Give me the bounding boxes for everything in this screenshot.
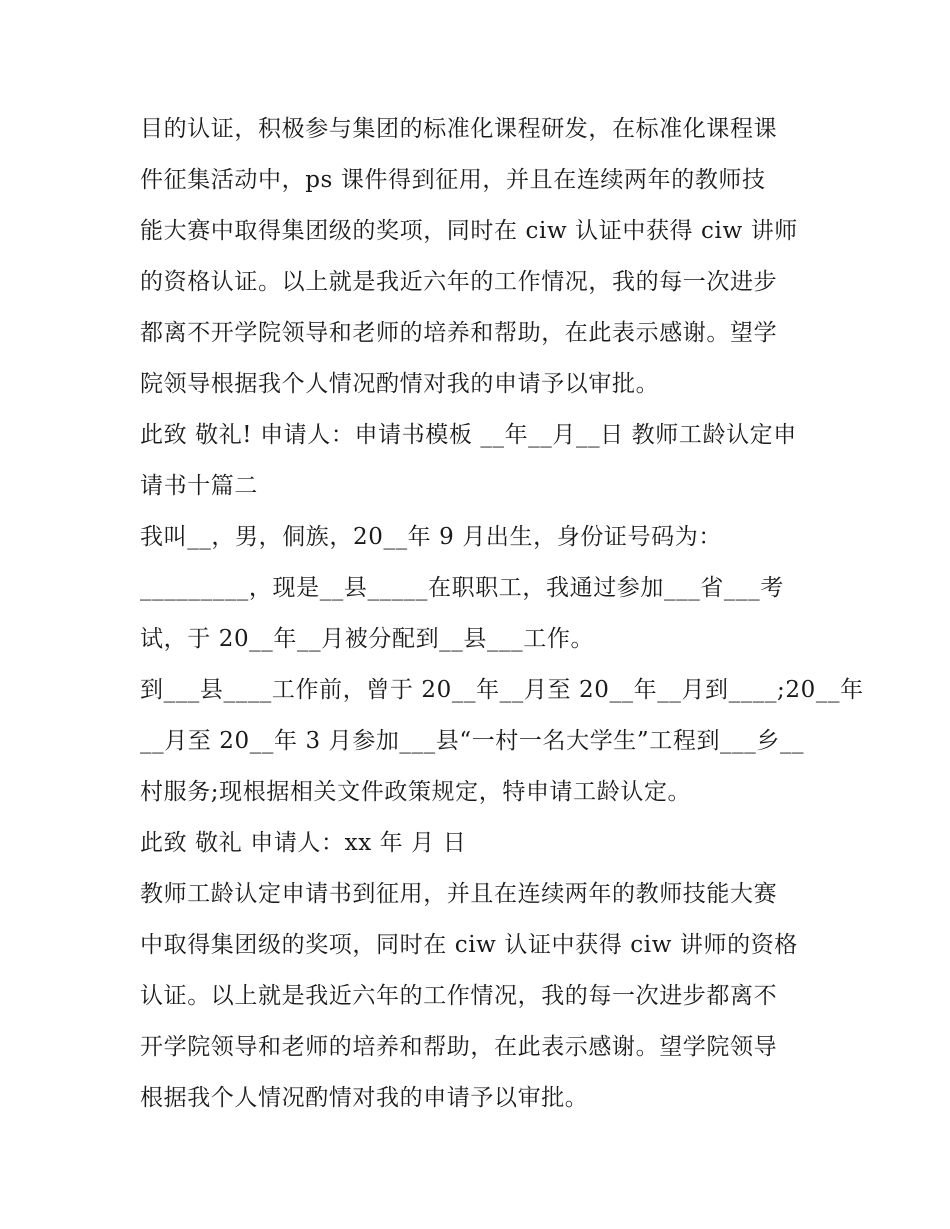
text-line: 件征集活动中，ps 课件得到征用，并且在连续两年的教师技: [140, 167, 766, 193]
text-line: 到___县____工作前，曾于 20__年__月至 20__年__月到____;20__年: [140, 677, 864, 703]
text-line: 教师工龄认定申请书到征用，并且在连续两年的教师技能大赛: [140, 881, 778, 907]
closing-line: 此致 敬礼! 申请人：申请书模板 __年__月__日 教师工龄认定申: [140, 422, 797, 448]
text-line: 我叫__，男，侗族，20__年 9 月出生，身份证号码为：: [140, 524, 722, 550]
text-line: __月至 20__年 3 月参加___县“一村一名大学生”工程到___乡__: [140, 728, 805, 754]
text-line: 中取得集团级的奖项，同时在 ciw 认证中获得 ciw 讲师的资格: [140, 932, 798, 958]
text-line: 院领导根据我个人情况酌情对我的申请予以审批。: [140, 371, 660, 397]
text-line: 都离不开学院领导和老师的培养和帮助，在此表示感谢。望学: [140, 320, 778, 346]
text-line: 的资格认证。以上就是我近六年的工作情况，我的每一次进步: [140, 269, 778, 295]
text-line: 目的认证，积极参与集团的标准化课程研发，在标准化课程课: [140, 116, 778, 142]
text-line: 村服务;现根据相关文件政策规定，特申请工龄认定。: [140, 779, 692, 805]
text-line: 试，于 20__年__月被分配到__县___工作。: [140, 626, 595, 652]
document-body: [140, 104, 864, 1124]
text-line: 认证。以上就是我近六年的工作情况，我的每一次进步都离不: [140, 983, 778, 1009]
text-line: 根据我个人情况酌情对我的申请予以审批。: [140, 1085, 589, 1111]
text-line: 开学院领导和老师的培养和帮助，在此表示感谢。望学院领导: [140, 1034, 778, 1060]
text-line: _________，现是__县_____在职职工，我通过参加___省___考: [140, 575, 784, 601]
section-title: 请书十篇二: [140, 473, 258, 499]
closing-line: 此致 敬礼 申请人：xx 年 月 日: [140, 830, 467, 856]
text-line: 能大赛中取得集团级的奖项，同时在 ciw 认证中获得 ciw 讲师: [140, 218, 798, 244]
